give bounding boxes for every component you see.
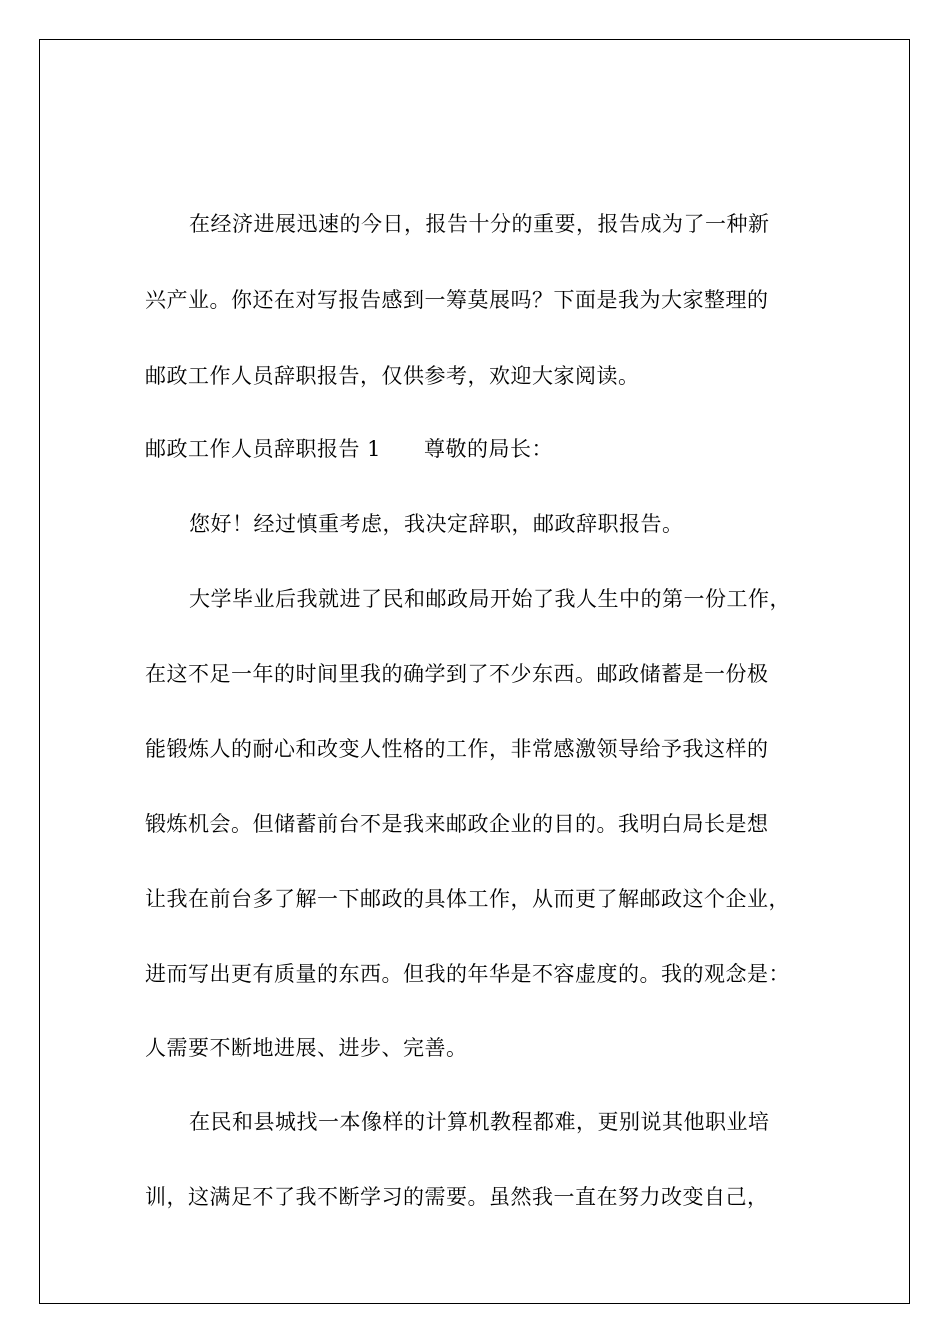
intro-paragraph-line-2: 兴产业。你还在对写报告感到一筹莫展吗？下面是我为大家整理的 [145,288,769,312]
body-paragraph-1-line-7: 人需要不断地进展、进步、完善。 [145,1036,468,1060]
body-paragraph-1-line-2: 在这不足一年的时间里我的确学到了不少东西。邮政储蓄是一份极 [145,662,769,686]
greeting-line: 您好！经过慎重考虑，我决定辞职，邮政辞职报告。 [189,512,684,536]
body-paragraph-2-line-1: 在民和县城找一本像样的计算机教程都难，更别说其他职业培 [189,1110,770,1134]
body-paragraph-1-line-5: 让我在前台多了解一下邮政的具体工作，从而更了解邮政这个企业， [145,887,790,911]
body-paragraph-1-line-3: 能锻炼人的耐心和改变人性格的工作，非常感激领导给予我这样的 [145,737,769,761]
body-paragraph-1-line-6: 进而写出更有质量的东西。但我的年华是不容虚度的。我的观念是： [145,962,790,986]
body-paragraph-2-line-2: 训，这满足不了我不断学习的需要。虽然我一直在努力改变自己， [145,1185,769,1209]
body-paragraph-1-line-4: 锻炼机会。但储蓄前台不是我来邮政企业的目的。我明白局长是想 [145,812,769,836]
body-paragraph-1-line-1: 大学毕业后我就进了民和邮政局开始了我人生中的第一份工作， [189,587,791,611]
report-heading-salutation: 邮政工作人员辞职报告 1 尊敬的局长： [145,437,554,461]
intro-paragraph-line-3: 邮政工作人员辞职报告，仅供参考，欢迎大家阅读。 [145,364,640,388]
intro-paragraph-line-1: 在经济进展迅速的今日，报告十分的重要，报告成为了一种新 [189,212,770,236]
